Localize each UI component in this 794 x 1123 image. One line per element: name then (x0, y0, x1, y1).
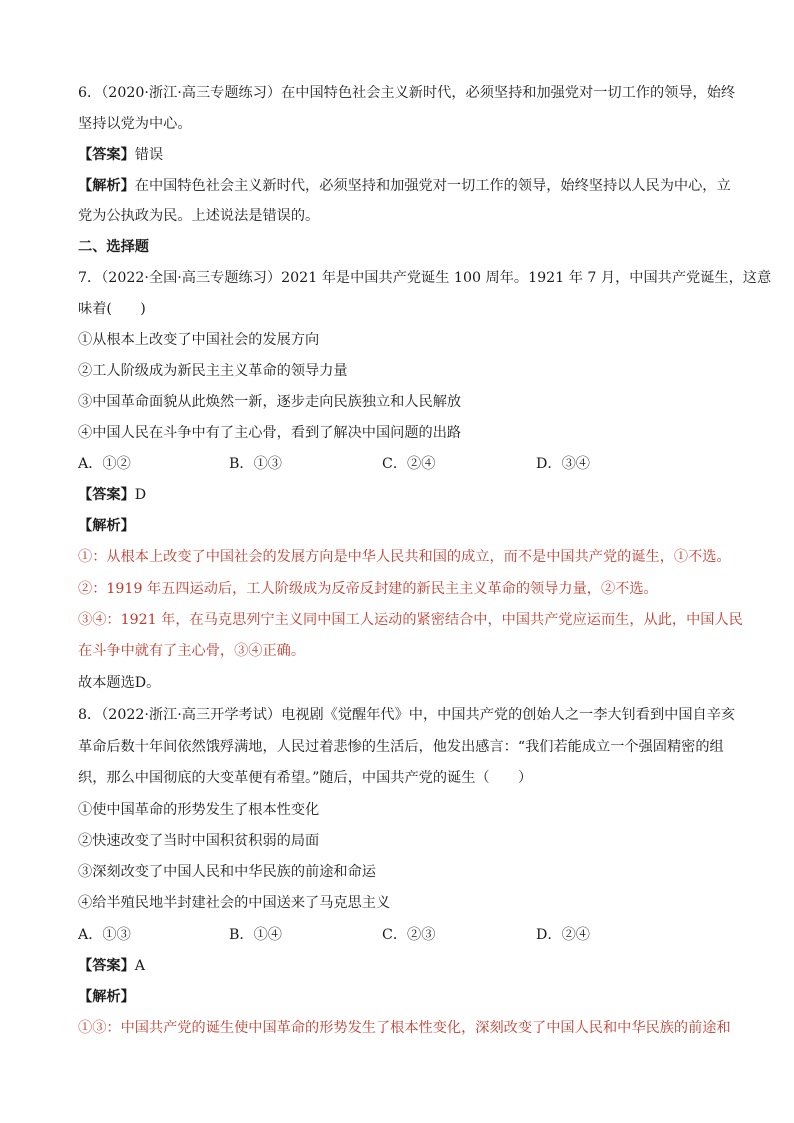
q8-option-b: B．①④ (229, 927, 282, 943)
q8-item: ②快速改变了当时中国积贫积弱的局面 (78, 833, 320, 849)
q8-answer-value: A (134, 958, 146, 974)
q7-item: ③中国革命面貌从此焕然一新，逐步走向民族独立和人民解放 (78, 394, 462, 410)
q8-item: ④给半殖民地半封建社会的中国送来了马克思主义 (78, 895, 391, 911)
q8-answer (78, 956, 145, 976)
q8-item: ①使中国革命的形势发生了根本性变化 (78, 802, 320, 818)
q7-answer (78, 485, 146, 505)
q6-answer-tag: 【答案】 (78, 147, 135, 163)
q8-analysis-tag: 【解析】 (78, 989, 135, 1005)
q8-answer-tag: 【答案】 (78, 958, 135, 974)
q6-stem-line1: 6．（2020·浙江·高三专题练习）在中国特色社会主义新时代，必须坚持和加强党对一切工作的领导，始终 (78, 85, 736, 101)
q8-item: ③深刻改变了中国人民和中华民族的前途和命运 (78, 864, 376, 880)
q7-item: ④中国人民在斗争中有了主心骨，看到了解决中国问题的出路 (78, 425, 462, 441)
q8-option-c: C．②③ (382, 927, 436, 943)
q7-stem-line2: 味着( ) (78, 301, 146, 317)
q8-analysis-line1: ①③：中国共产党的诞生使中国革命的形势发生了根本性变化，深刻改变了中国人民和中华民族的前途和 (78, 1020, 731, 1036)
q7-analysis-line: ③④：1921 年，在马克思列宁主义同中国工人运动的紧密结合中，中国共产党应运而生，从此，中国人民 (78, 612, 743, 628)
q8-option-d: D．②④ (536, 927, 590, 943)
q8-stem-line2: 革命后数十年间依然饿殍满地，人民过着悲惨的生活后，他发出感言：“我们若能成立一个强固精密的组 (78, 739, 724, 755)
q6-answer-value: 错误 (134, 147, 164, 163)
q6-answer (78, 145, 163, 165)
q7-option-c: C．②④ (382, 456, 436, 472)
q7-analysis-line: ①：从根本上改变了中国社会的发展方向是中华人民共和国的成立，而不是中国共产党的诞生，①不选。 (78, 549, 731, 565)
q8-stem-line1: 8．（2022·浙江·高三开学考试）电视剧《觉醒年代》中，中国共产党的创始人之一李大钊看到中国自辛亥 (78, 707, 736, 723)
q7-analysis-tag: 【解析】 (78, 518, 135, 534)
q7-answer-tag: 【答案】 (78, 487, 135, 503)
q7-answer-value: D (134, 487, 147, 503)
q7-option-b: B．①③ (229, 456, 282, 472)
q7-item: ①从根本上改变了中国社会的发展方向 (78, 332, 320, 348)
q7-analysis-line: 在斗争中就有了主心骨，③④正确。 (78, 643, 306, 659)
q7-item: ②工人阶级成为新民主主义革命的领导力量 (78, 363, 348, 379)
q6-analysis-line1 (78, 176, 731, 196)
q7-conclusion: 故本题选D。 (78, 675, 161, 691)
q6-analysis-text1: 在中国特色社会主义新时代，必须坚持和加强党对一切工作的领导，始终坚持以人民为中心，立 (134, 178, 731, 194)
q6-stem-line2: 坚持以党为中心。 (78, 116, 192, 132)
q8-option-a: A．①③ (78, 927, 131, 943)
section-title: 二、选择题 (78, 239, 149, 255)
q6-analysis-tag: 【解析】 (78, 178, 135, 194)
q7-option-d: D．③④ (536, 456, 590, 472)
q6-analysis-line2: 党为公执政为民。上述说法是错误的。 (78, 208, 320, 224)
q8-stem-line3: 织，那么中国彻底的大变革便有希望。”随后，中国共产党的诞生（ ） (78, 770, 533, 786)
q7-analysis-line: ②：1919 年五四运动后，工人阶级成为反帝反封建的新民主主义革命的领导力量，②不选。 (78, 581, 658, 597)
q7-stem-line1: 7．（2022·全国·高三专题练习）2021 年是中国共产党诞生 100 周年。1921 年 7 月，中国共产党诞生，这意 (78, 270, 772, 286)
q7-option-a: A．①② (78, 456, 131, 472)
